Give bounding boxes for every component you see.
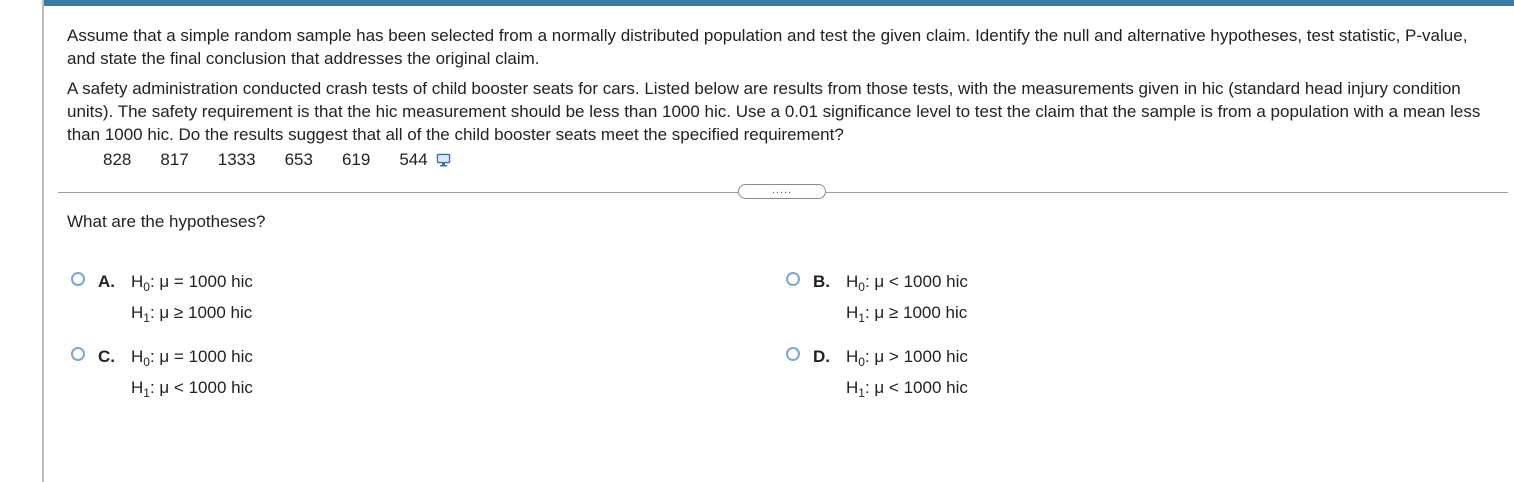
radio-button[interactable] — [71, 272, 85, 286]
null-hypothesis: $H_0$: μ = 1000 hic — [131, 347, 253, 369]
top-accent-bar — [42, 0, 1514, 6]
choice-letter: B. — [813, 272, 830, 291]
question-text — [67, 24, 1497, 171]
data-value: 544 — [399, 149, 428, 169]
radio-button[interactable] — [786, 272, 800, 286]
data-value: 653 — [284, 149, 313, 169]
data-value: 619 — [341, 149, 371, 169]
alternative-hypothesis: $H_1$: μ ≥ 1000 hic — [846, 303, 968, 325]
left-border — [42, 0, 44, 482]
copy-data-icon[interactable] — [436, 151, 452, 167]
null-hypothesis: $H_0$: μ < 1000 hic — [846, 272, 968, 294]
question-instruction: Assume that a simple random sample has been selected from a normally distributed population and test the given claim. Identify the null and alternative hypotheses, test statistic, P-value, and state the final conclusion that addresses the original claim. — [67, 26, 1468, 68]
radio-button[interactable] — [71, 347, 85, 361]
alternative-hypothesis: $H_1$: μ < 1000 hic — [131, 378, 253, 400]
alternative-hypothesis: $H_1$: μ < 1000 hic — [846, 378, 968, 400]
data-value: 1333 — [217, 149, 256, 169]
question-scenario: A safety administration conducted crash tests of child booster seats for cars. Listed below are results from those tests, with the measurements given in hic (standard head injury condition units). The safety requirement is that the hic measurement should be less than 1000 hic. Use a 0.01 significance level to test the claim that the sample is from a population with a mean less than 1000 hic. Do the results suggest that all of the child booster seats meet the specified requirement? — [67, 79, 1481, 144]
radio-button[interactable] — [786, 347, 800, 361]
choice-letter: D. — [813, 347, 830, 366]
null-hypothesis: $H_0$: μ = 1000 hic — [131, 272, 253, 294]
choice-letter: C. — [98, 347, 115, 366]
data-value: 817 — [160, 149, 189, 169]
sample-data-row — [67, 147, 1497, 171]
expand-button[interactable]: ..... — [738, 184, 826, 199]
alternative-hypothesis: $H_1$: μ ≥ 1000 hic — [131, 303, 253, 325]
null-hypothesis: $H_0$: μ > 1000 hic — [846, 347, 968, 369]
choice-letter: A. — [98, 272, 115, 291]
prompt-text: What are the hypotheses? — [67, 212, 266, 231]
data-value: 828 — [103, 149, 132, 169]
